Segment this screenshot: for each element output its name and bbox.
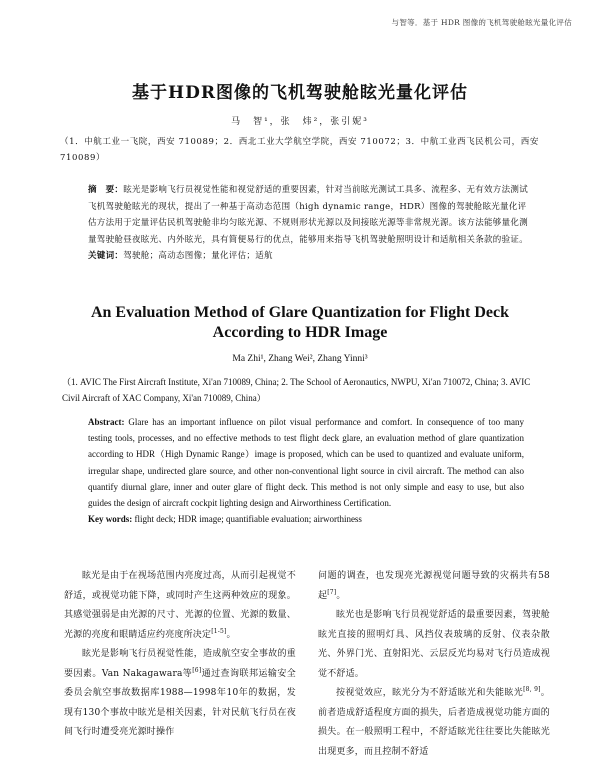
chinese-abstract-text: 眩光是影响飞行员视觉性能和视觉舒适的重要因素，针对当前眩光测试工具多、流程多、无有效方法测试飞机驾驶舱眩光的现状，提出了一种基于高动态范围（high dynamic range，HDR）图像的驾驶舱眩光量化评估方法用于定量评估民机驾驶舱非均匀眩光源、不规则形状光源以及间接眩光源等非常规光源。该方法能够量化测量驾驶舱昼夜眩光、内外眩光，具有简便易行的优点，能够用来指导飞机驾驶舱照明设计和适航相关条款的验证。	[88, 185, 529, 245]
chinese-keywords-text: 驾驶舱；高动态图像；量化评估；适航	[123, 251, 273, 261]
chinese-authors: 马 智¹，张 炜²，张引妮³	[231, 117, 369, 127]
english-abstract-label: Abstract:	[88, 417, 125, 427]
body-text: 按视觉效应，眩光分为不舒适眩光和失能眩光	[336, 688, 524, 698]
english-title-line-2: According to HDR Image	[212, 324, 388, 341]
english-authors: Ma Zhi¹, Zhang Wei², Zhang Yinni³	[232, 354, 368, 364]
english-abstract-block	[88, 414, 524, 527]
body-text: 。前者造成舒适程度方面的损失，后者造成视觉功能方面的损失。在一般照明工程中，不舒适眩光往往要比失能眩光出现更多，而且控制不舒适	[318, 688, 550, 757]
body-text: 眩光是由于在视场范围内亮度过高，从而引起视觉不舒适，或视觉功能下降，或同时产生这两种效应的现象。其感觉强弱是由光源的尺寸、光源的位置、光源的数量、光源的亮度和眼睛适应约亮度所决定	[64, 571, 296, 640]
body-text: 。	[226, 629, 236, 640]
body-text: 眩光是影响飞行员视觉性能，造成航空安全事故的重要因素。Van Nakagawara等	[64, 649, 296, 679]
body-column-left	[64, 567, 296, 743]
body-text: 问题的调查，也发现亮光源视觉问题导致的灾祸共有58起	[318, 571, 550, 601]
english-title	[0, 303, 600, 343]
body-paragraph	[318, 684, 550, 762]
english-abstract-text: Glare has an important influence on pilot visual performance and comfort. In consequence of too many testing tools, processes, and no effective methods to test flight deck glare, an evaluation method of glare quantization according to HDR（High Dynamic Range）image is proposed, which can be used to quantized and evaluate uniform, irregular shape, undirected glare source, and other non-conventional light source in civil aircraft. The method can also quantify diurnal glare, inner and outer glare of flight deck. This method is not only simple and easy to use, but also guides the design of aircraft cockpit lighting design and Airworthiness Certification.	[88, 417, 524, 509]
citation: [1-5]	[211, 627, 227, 635]
chinese-abstract-label: 摘 要：	[88, 185, 124, 195]
english-keywords-label: Key words:	[88, 514, 133, 525]
body-paragraph	[64, 645, 296, 743]
body-text: 通过查询联邦运输安全委员会航空事故数据库1988—1998年10年的数据，发现有130个事故中眩光是相关因素，针对民航飞行员在夜间飞行时遭受亮光源时操作	[64, 668, 296, 737]
body-paragraph: 眩光也是影响飞行员视觉舒适的最重要因素，驾驶舱眩光直接的照明灯具、风挡仪表玻璃的反射、仪表杂散光、外界门光、直射阳光、云层反光均易对飞行员造成视觉不舒适。	[318, 610, 550, 679]
body-text: 。	[336, 590, 346, 601]
body-column-right	[318, 567, 550, 762]
english-affiliation: （1. AVIC The First Aircraft Institute, Xi'an 710089, China; 2. The School of Aeronautics, NWPU, Xi'an 710072, China; 3. AVIC Civil Aircraft of XAC Company, Xi'an 710089, China）	[62, 377, 531, 403]
body-paragraph	[64, 567, 296, 645]
citation: [8, 9]	[523, 686, 541, 693]
running-head: 与智等．基于 HDR 图像的飞机驾驶舱眩光量化评估	[391, 18, 572, 27]
chinese-keywords-label: 关键词：	[88, 251, 124, 261]
body-paragraph	[318, 567, 550, 606]
citation: [7]	[327, 588, 337, 596]
chinese-affiliation: （1．中航工业一飞院，西安 710089；2．西北工业大学航空学院，西安 710072；3．中航工业西飞民机公司，西安 710089）	[60, 137, 539, 163]
english-keywords-text: flight deck; HDR image; quantifiable evaluation; airworthiness	[132, 514, 362, 525]
chinese-title: 基于HDR图像的飞机驾驶舱眩光量化评估	[132, 83, 468, 103]
chinese-abstract-block	[88, 182, 528, 265]
citation: [6]	[192, 666, 202, 674]
english-title-line-1: An Evaluation Method of Glare Quantization for Flight Deck	[90, 304, 510, 321]
